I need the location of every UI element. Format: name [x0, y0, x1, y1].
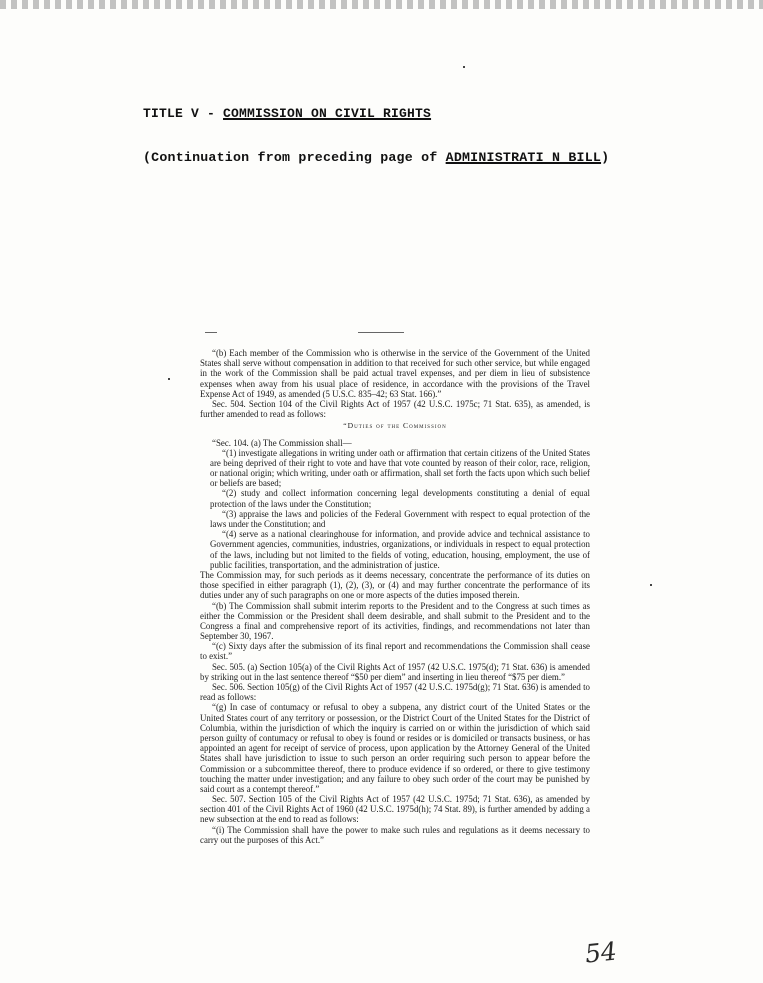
- continuation-suffix: ): [601, 150, 610, 165]
- paragraph: “(b) The Commission shall submit interim reports to the President and to the Congress at such times as either the Commission or the President shall deem desirable, and shall submit to the President and to the Congress a final and comprehensive report of its activities, findings, and recommendations not later than September 30, 1967.: [200, 600, 590, 642]
- title-heading: [143, 106, 431, 121]
- continuation-heading: [143, 150, 609, 165]
- paragraph: “(b) Each member of the Commission who is otherwise in the service of the Government of the United States shall serve without compensation in addition to that received for such other service, but while engaged in the work of the Commission shall be paid actual travel expenses, and per diem in lieu of subsistence expenses when away from his usual place of residence, in accordance with the provisions of the Travel Expense Act of 1949, as amended (5 U.S.C. 835–42; 63 Stat. 166).”: [200, 348, 590, 399]
- continuation-underlined: ADMINISTRATI N BILL: [445, 150, 602, 165]
- paragraph: “(1) investigate allegations in writing under oath or affirmation that certain citizens of the United States are being deprived of their right to vote and have that vote counted by reason of their color, race, religion, or national origin; which writing, under oath or affirmation, shall set forth the facts upon which such belief or beliefs are based;: [210, 447, 590, 489]
- paragraph: “(2) study and collect information concerning legal developments constituting a denial of equal protection of the laws under the Constitution;: [210, 488, 590, 509]
- scan-speck: [650, 584, 652, 586]
- section-heading: “Duties of the Commission: [343, 421, 447, 431]
- paragraph: Sec. 505. (a) Section 105(a) of the Civil Rights Act of 1957 (42 U.S.C. 1975(d); 71 Stat. 636) is amended by striking out in the last sentence thereof “$50 per diem” and inserting in lieu thereof “$75 per diem.”: [200, 661, 590, 682]
- paragraph: Sec. 506. Section 105(g) of the Civil Rights Act of 1957 (42 U.S.C. 1975d(g); 71 Stat. 636) is amended to read as follows:: [200, 682, 590, 703]
- paragraph: “(4) serve as a national clearinghouse for information, and provide advice and technical assistance to Government agencies, communities, industries, organizations, or individuals in respect to equal protection of the laws, including but not limited to the fields of voting, education, housing, employment, the use of public facilities, transportation, and the administration of justice.: [210, 529, 590, 570]
- scan-edge-dashes: [0, 0, 763, 9]
- paragraph: Sec. 507. Section 105 of the Civil Rights Act of 1957 (42 U.S.C. 1975d; 71 Stat. 636), as amended by section 401 of the Civil Rights Act of 1960 (42 U.S.C. 1975d(h); 74 Stat. 89), is further amended by adding a new subsection at the end to read as follows:: [200, 794, 590, 825]
- paragraph: “(3) appraise the laws and policies of the Federal Government with respect to equal protection of the laws under the Constitution; and: [210, 508, 590, 529]
- scan-speck: [168, 378, 170, 380]
- paragraph: The Commission may, for such periods as it deems necessary, concentrate the performance of its duties on those specified in either paragraph (1), (2), (3), or (4) and may further concentrate the performance of its duties under any of such paragraphs on one or more aspects of the duties imposed therein.: [200, 569, 590, 601]
- title-underlined: COMMISSION ON CIVIL RIGHTS: [223, 106, 432, 121]
- continuation-prefix: (Continuation from preceding page of: [143, 150, 446, 165]
- handwritten-page-number: 54: [583, 936, 619, 969]
- paragraph: “Sec. 104. (a) The Commission shall—: [212, 437, 352, 448]
- title-prefix: TITLE V -: [143, 106, 224, 121]
- paragraph: Sec. 504. Section 104 of the Civil Rights Act of 1957 (42 U.S.C. 1975c; 71 Stat. 635), as amended, is further amended to read as follows:: [200, 398, 590, 420]
- paragraph: “(i) The Commission shall have the power to make such rules and regulations as it deems necessary to carry out the purposes of this Act.”: [200, 824, 590, 845]
- statute-text: [200, 348, 590, 845]
- page-top-rule-left: [205, 332, 217, 333]
- paragraph: “(g) In case of contumacy or refusal to obey a subpena, any district court of the United States or the United States court of any territory or possession, or the District Court of the United States for the District of Columbia, within the jurisdiction of which the inquiry is carried on or within the jurisdiction of which said person guilty of contumacy or refusal to obey is found or resides or is domiciled or transacts business, or has appointed an agent for receipt of service of process, upon application by the Attorney General of the United States shall have jurisdiction to issue to such person an order requiring such person to appear before the Commission or a subcommittee thereof, there to produce evidence if so ordered, or there to give testimony touching the matter under investigation; and any failure to obey such order of the court may be punished by said court as a contempt thereof.”: [200, 702, 590, 794]
- paragraph: “(c) Sixty days after the submission of its final report and recommendations the Commission shall cease to exist.”: [200, 641, 590, 662]
- scan-speck: [463, 66, 465, 68]
- page-top-rule-right: [358, 332, 404, 333]
